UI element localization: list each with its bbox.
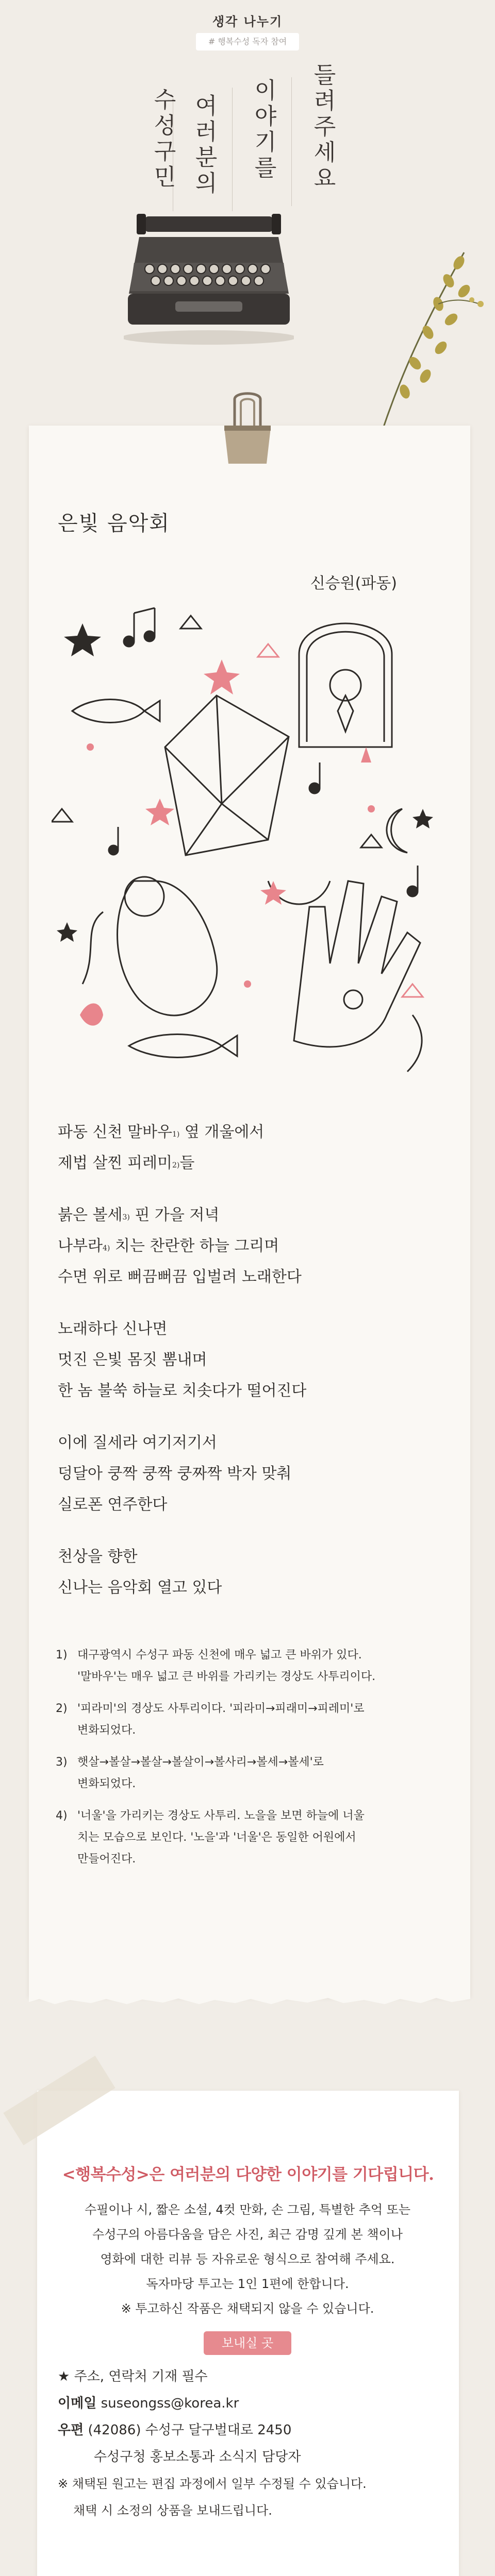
typewriter-illustration xyxy=(124,206,294,350)
poem-stanza xyxy=(58,1541,429,1603)
poem-line: 수면 위로 뻐끔뻐끔 입벌려 노래한다 xyxy=(58,1268,302,1286)
section-title: 생각 나누기 xyxy=(212,14,283,29)
poem-line: 붉은 볼세$^{3)}$ 핀 가을 저녁 xyxy=(58,1206,220,1224)
poem-stanza xyxy=(58,1200,429,1293)
required-note: ★ 주소, 연락처 기재 필수 xyxy=(58,2369,208,2384)
submission-description: 수필이나 시, 짧은 소설, 4컷 만화, 손 그림, 특별한 추억 또는 수성구의 아름다움을 담은 사진, 최근 감명 깊게 본 책이나 영화에 대한 리뷰 등 자유로운 형식으로 참여해 주세요. 독자마당 투고는 1인 1편에 한합니다. ※ 투고하신 작품은 채택되지 않을 수 있습니다. xyxy=(84,2202,411,2316)
email-link[interactable]: suseongss@korea.kr xyxy=(101,2396,239,2411)
poem-body xyxy=(58,1117,429,1624)
binder-clip-icon xyxy=(219,392,276,469)
poem-author: 신승원(파동) xyxy=(310,574,397,592)
footnote-item: 3) 햇살→볼살→볼살→볼살이→볼사리→볼세→볼세'로 변화되었다. xyxy=(56,1756,324,1790)
heading-vertical-line-1: 들려주세요 xyxy=(309,63,336,192)
poem-stanza xyxy=(58,1428,429,1520)
doodle-illustration xyxy=(52,592,443,1082)
footnote-item: 1) 대구광역시 수성구 파동 신천에 매우 넓고 큰 바위가 있다. '말바우'는 매우 넓고 큰 바위를 가리키는 경상도 사투리이다. xyxy=(56,1649,376,1683)
mail-row: 우편 (42086) 수성구 달구벌대로 2450 xyxy=(58,2422,292,2438)
heading-vertical-line-2: 이야기를 xyxy=(250,78,276,181)
poem-line: 파동 신천 말바우$^{1)}$ 옆 개울에서 xyxy=(58,1123,265,1141)
submission-contact-info xyxy=(58,2363,439,2524)
poem-stanza xyxy=(58,1314,429,1406)
poem-line: 노래하다 신나면 xyxy=(58,1320,168,1338)
heading-divider xyxy=(232,88,233,211)
footnote-item: 2) '피라미'의 경상도 사투리이다. '피라미→피래미→피레미'로 변화되었다. xyxy=(56,1702,365,1737)
poem-line: 신나는 음악회 열고 있다 xyxy=(58,1579,222,1597)
poem-line: 한 놈 불쑥 하늘로 치솟다가 떨어진다 xyxy=(58,1382,307,1400)
footnotes xyxy=(56,1645,427,1880)
poem-line: 이에 질세라 여기저기서 xyxy=(58,1434,217,1452)
poem-line: 제법 살찐 피레미$^{2)}$들 xyxy=(58,1154,195,1172)
disclaimer-line: ※ 채택된 원고는 편집 과정에서 일부 수정될 수 있습니다. xyxy=(58,2477,367,2491)
footnote-item: 4) '너울'을 가리키는 경상도 사투리. 노을을 보면 하늘에 너울 치는 모습으로 보인다. '노을'과 '너울'은 동일한 어원에서 만들어진다. xyxy=(56,1809,365,1866)
disclaimer-line: 채택 시 소정의 상품을 보내드립니다. xyxy=(73,2503,272,2518)
email-row: 이메일 suseongss@korea.kr xyxy=(58,2396,239,2411)
heading-vertical-line-3: 여러분의 xyxy=(191,94,217,197)
poem-line: 멋진 은빛 몸짓 뽐내며 xyxy=(58,1351,207,1369)
submission-headline: <행복수성>은 여러분의 다양한 이야기를 기다립니다. xyxy=(62,2165,434,2184)
poem-line: 나부라$^{4)}$ 치는 찬란한 하늘 그리며 xyxy=(58,1237,279,1255)
mail-department: 수성구청 홍보소통과 소식지 담당자 xyxy=(94,2449,301,2465)
poem-line: 천상을 향한 xyxy=(58,1548,138,1566)
heading-divider xyxy=(291,77,292,206)
heading-vertical-line-4: 수성구민 xyxy=(150,88,176,191)
section-tag-badge: # 행복수성 독자 참여 xyxy=(196,33,299,50)
plant-decoration xyxy=(361,242,495,438)
poem-stanza xyxy=(58,1117,429,1179)
torn-edge xyxy=(29,1995,470,2006)
send-to-button: 보내실 곳 xyxy=(204,2331,291,2355)
poem-title: 은빛 음악회 xyxy=(58,512,170,535)
poem-line: 실로폰 연주한다 xyxy=(58,1496,168,1514)
poem-line: 덩달아 쿵짝 쿵짝 쿵짜짝 박자 맞춰 xyxy=(58,1465,292,1483)
